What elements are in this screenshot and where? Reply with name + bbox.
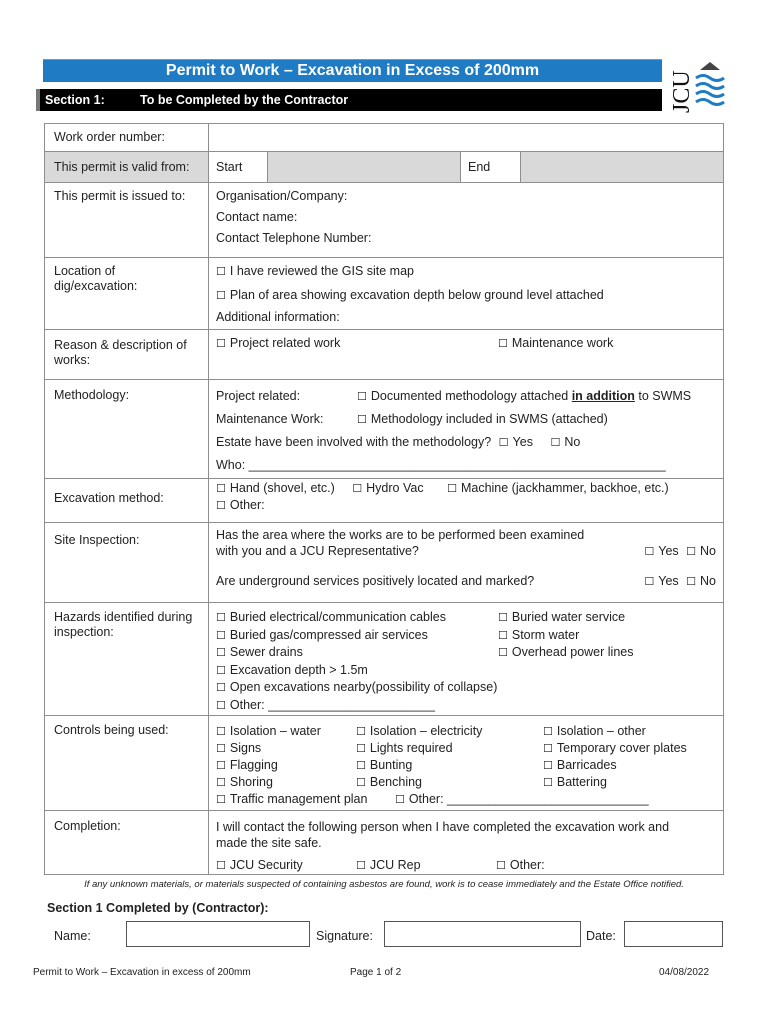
plan-checkbox[interactable] bbox=[216, 288, 230, 302]
end-field[interactable] bbox=[521, 152, 723, 182]
services-yes-checkbox[interactable] bbox=[644, 574, 658, 588]
ctrl-benching-checkbox[interactable] bbox=[356, 775, 370, 789]
signature-field[interactable] bbox=[384, 921, 581, 947]
hand-label: Hand (shovel, etc.) bbox=[229, 481, 335, 495]
method-swms-checkbox[interactable] bbox=[357, 412, 371, 426]
examined-yes-label: Yes bbox=[658, 544, 679, 558]
section-marker bbox=[36, 89, 40, 111]
excavation-method-label: Excavation method: bbox=[45, 479, 209, 523]
ctrl-lights-checkbox[interactable] bbox=[356, 741, 370, 755]
examined-question: Has the area where the works are to be performed been examined with you and a JCU Representative? bbox=[216, 528, 585, 558]
services-no-checkbox[interactable] bbox=[686, 574, 700, 588]
hydro-checkbox[interactable] bbox=[352, 481, 366, 495]
additional-info-field[interactable]: Additional information: bbox=[216, 310, 340, 324]
jcu-rep-label: JCU Rep bbox=[369, 858, 421, 872]
jcu-rep-checkbox[interactable] bbox=[356, 858, 370, 872]
ctrl-barricades-checkbox[interactable] bbox=[543, 758, 557, 772]
footer-doc-title: Permit to Work – Excavation in excess of 200mm bbox=[33, 967, 251, 978]
form-title: Permit to Work – Excavation in Excess of 200mm bbox=[43, 59, 662, 82]
valid-from-label: This permit is valid from: bbox=[45, 152, 209, 183]
site-inspection-label: Site Inspection: bbox=[45, 523, 209, 603]
name-field[interactable] bbox=[126, 921, 310, 947]
signoff-heading: Section 1 Completed by (Contractor): bbox=[47, 901, 269, 915]
signoff-row bbox=[44, 921, 724, 949]
services-yes-label: Yes bbox=[658, 574, 679, 588]
doc-method-tail: to SWMS bbox=[634, 389, 692, 403]
ctrl-cover-label: Temporary cover plates bbox=[556, 741, 687, 755]
hazard-power-label: Overhead power lines bbox=[511, 645, 634, 659]
completion-text: I will contact the following person when I have completed the excavation work and made the site safe. bbox=[216, 820, 670, 850]
issued-to-label: This permit is issued to: bbox=[45, 183, 209, 258]
ctrl-bunting-label: Bunting bbox=[369, 758, 413, 772]
doc-method-text: Documented methodology attached bbox=[370, 389, 572, 403]
hand-checkbox[interactable] bbox=[216, 481, 230, 495]
hazard-electrical-label: Buried electrical/communication cables bbox=[229, 610, 446, 624]
ctrl-iso-elec-label: Isolation – electricity bbox=[369, 724, 483, 738]
ctrl-iso-water-label: Isolation – water bbox=[229, 724, 321, 738]
hazard-depth-checkbox[interactable] bbox=[216, 663, 230, 677]
work-order-field[interactable] bbox=[209, 124, 724, 152]
services-question: Are underground services positively located and marked? bbox=[216, 574, 535, 588]
estate-yes-label: Yes bbox=[512, 435, 533, 449]
hazard-gas-label: Buried gas/compressed air services bbox=[229, 627, 428, 642]
location-label: Location of dig/excavation: bbox=[45, 258, 209, 330]
machine-checkbox[interactable] bbox=[447, 481, 461, 495]
ctrl-iso-water-checkbox[interactable] bbox=[216, 724, 230, 738]
ctrl-traffic-label: Traffic management plan bbox=[229, 792, 368, 806]
controls-label: Controls being used: bbox=[45, 716, 209, 811]
start-field[interactable] bbox=[268, 152, 461, 182]
hazard-water-label: Buried water service bbox=[511, 610, 626, 624]
footer-page-number: Page 1 of 2 bbox=[350, 967, 402, 978]
ctrl-signs-label: Signs bbox=[229, 741, 262, 755]
maintenance-work-checkbox[interactable] bbox=[498, 336, 512, 350]
ctrl-other-checkbox[interactable] bbox=[395, 792, 409, 806]
methodology-label: Methodology: bbox=[45, 380, 209, 479]
jcu-security-checkbox[interactable] bbox=[216, 858, 230, 872]
hydro-label: Hydro Vac bbox=[366, 481, 424, 495]
ctrl-flagging-label: Flagging bbox=[229, 758, 278, 772]
section-number: Section 1: bbox=[45, 93, 105, 107]
hazard-sewer-checkbox[interactable] bbox=[216, 645, 230, 659]
hazard-other-field[interactable]: Other: ________________________ bbox=[229, 697, 435, 712]
date-field[interactable] bbox=[624, 921, 723, 947]
signature-label: Signature: bbox=[316, 929, 373, 943]
method-swms-label: Methodology included in SWMS (attached) bbox=[370, 412, 608, 426]
machine-label: Machine (jackhammer, backhoe, etc.) bbox=[460, 481, 669, 495]
ctrl-traffic-checkbox[interactable] bbox=[216, 792, 230, 806]
excavation-other-label: Other: bbox=[229, 498, 265, 512]
asbestos-note: If any unknown materials, or materials suspected of containing asbestos are found, work is to cease immediately and the Estate Office notified. bbox=[84, 879, 684, 890]
jcu-security-label: JCU Security bbox=[229, 858, 303, 872]
who-field[interactable]: Who: ____________________________________________________________ bbox=[216, 458, 666, 472]
svg-text:JCU: JCU bbox=[670, 70, 695, 113]
ctrl-iso-other-label: Isolation – other bbox=[556, 724, 646, 738]
org-field[interactable]: Organisation/Company: bbox=[216, 189, 348, 203]
ctrl-other-field[interactable]: Other: _____________________________ bbox=[408, 792, 649, 806]
ctrl-benching-label: Benching bbox=[369, 775, 422, 789]
gis-label: I have reviewed the GIS site map bbox=[229, 264, 414, 278]
completion-label: Completion: bbox=[45, 811, 209, 875]
hazard-electrical-checkbox[interactable] bbox=[216, 610, 230, 624]
gis-checkbox[interactable] bbox=[216, 264, 230, 278]
ctrl-iso-other-checkbox[interactable] bbox=[543, 724, 557, 738]
excavation-other-checkbox[interactable] bbox=[216, 498, 230, 512]
completion-other-checkbox[interactable] bbox=[496, 858, 510, 872]
hazard-storm-checkbox[interactable] bbox=[498, 628, 512, 642]
project-work-checkbox[interactable] bbox=[216, 336, 230, 350]
ctrl-iso-elec-checkbox[interactable] bbox=[356, 724, 370, 738]
doc-method-emph: in addition bbox=[571, 389, 635, 403]
hazard-depth-label: Excavation depth > 1.5m bbox=[229, 662, 368, 677]
permit-table bbox=[44, 123, 724, 875]
hazard-gas-checkbox[interactable] bbox=[216, 628, 230, 642]
plan-label: Plan of area showing excavation depth below ground level attached bbox=[229, 288, 604, 302]
reason-label: Reason & description of works: bbox=[45, 330, 209, 380]
ctrl-lights-label: Lights required bbox=[369, 741, 453, 755]
maint-work-label: Maintenance Work: bbox=[216, 412, 324, 426]
estate-question: Estate have been involved with the methodology? bbox=[216, 435, 492, 449]
ctrl-shoring-checkbox[interactable] bbox=[216, 775, 230, 789]
hazard-sewer-label: Sewer drains bbox=[229, 645, 303, 659]
doc-method-checkbox[interactable] bbox=[357, 389, 371, 403]
examined-no-label: No bbox=[700, 544, 716, 558]
footer-date: 04/08/2022 bbox=[659, 967, 710, 978]
section-header bbox=[36, 89, 662, 111]
section-description: To be Completed by the Contractor bbox=[140, 93, 349, 107]
estate-yes-checkbox[interactable] bbox=[499, 435, 513, 449]
jcu-logo bbox=[670, 58, 728, 114]
project-work-label: Project related work bbox=[229, 336, 341, 350]
hazard-open-label: Open excavations nearby(possibility of collapse) bbox=[229, 680, 498, 694]
hazards-label: Hazards identified during inspection: bbox=[45, 603, 209, 716]
examined-no-checkbox[interactable] bbox=[686, 544, 700, 558]
services-no-label: No bbox=[700, 574, 716, 588]
ctrl-barricades-label: Barricades bbox=[556, 758, 617, 772]
contact-name-field[interactable]: Contact name: bbox=[216, 210, 298, 224]
hazard-open-checkbox[interactable] bbox=[216, 680, 230, 694]
work-order-label: Work order number: bbox=[45, 124, 209, 152]
ctrl-battering-checkbox[interactable] bbox=[543, 775, 557, 789]
name-label: Name: bbox=[54, 929, 91, 943]
examined-yes-checkbox[interactable] bbox=[644, 544, 658, 558]
phone-field[interactable]: Contact Telephone Number: bbox=[216, 231, 372, 245]
ctrl-bunting-checkbox[interactable] bbox=[356, 758, 370, 772]
ctrl-flagging-checkbox[interactable] bbox=[216, 758, 230, 772]
estate-no-checkbox[interactable] bbox=[550, 435, 564, 449]
date-label: Date: bbox=[586, 929, 616, 943]
completion-other-label: Other: bbox=[509, 858, 545, 872]
ctrl-battering-label: Battering bbox=[556, 775, 607, 789]
ctrl-cover-checkbox[interactable] bbox=[543, 741, 557, 755]
hazard-power-checkbox[interactable] bbox=[498, 645, 512, 659]
estate-no-label: No bbox=[564, 435, 581, 449]
hazard-storm-label: Storm water bbox=[511, 627, 580, 642]
maintenance-work-label: Maintenance work bbox=[511, 336, 614, 350]
hazard-water-checkbox[interactable] bbox=[498, 610, 512, 624]
ctrl-shoring-label: Shoring bbox=[229, 775, 273, 789]
ctrl-signs-checkbox[interactable] bbox=[216, 741, 230, 755]
start-label: Start bbox=[209, 152, 268, 182]
project-related-label: Project related: bbox=[216, 389, 301, 403]
end-label: End bbox=[461, 152, 521, 182]
hazard-other-checkbox[interactable] bbox=[216, 698, 230, 712]
